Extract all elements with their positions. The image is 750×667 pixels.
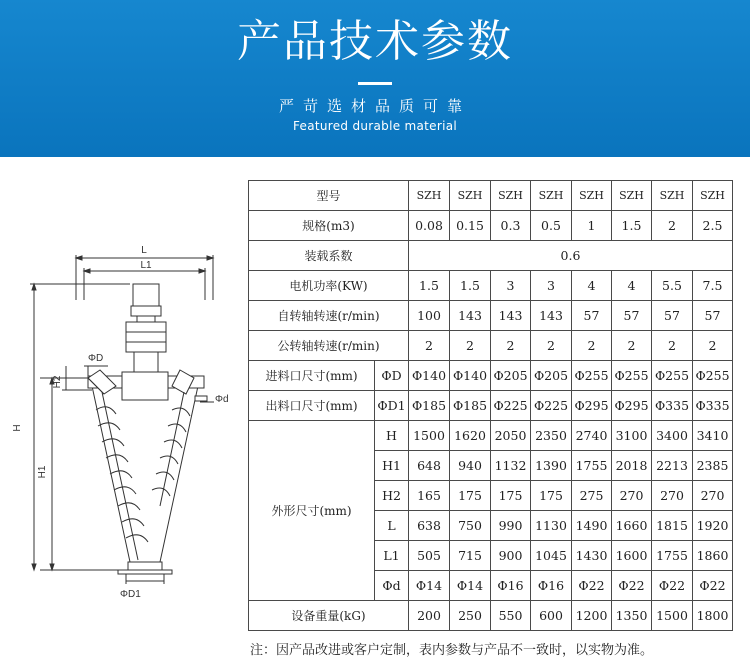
symbol-cell: H [375, 421, 409, 451]
row-label: 公转轴转速(r/min) [249, 331, 409, 361]
dimension-phiD1 [120, 574, 164, 600]
symbol-cell: ΦD [375, 361, 409, 391]
page-subtitle: 严苛选材品质可靠 [278, 97, 471, 115]
row-load-factor [249, 241, 733, 271]
cell: 1.5 [409, 271, 450, 301]
cell: 1660 [612, 511, 652, 541]
cell: Φ22 [693, 571, 733, 601]
cell: 143 [531, 301, 572, 331]
cell: 1390 [531, 451, 572, 481]
cell: SZH [693, 181, 733, 211]
cell: 638 [409, 511, 450, 541]
cell: 57 [693, 301, 733, 331]
symbol-cell: H2 [375, 481, 409, 511]
row-label: 进料口尺寸(mm) [249, 361, 375, 391]
cell: 2 [612, 331, 652, 361]
cell: 505 [409, 541, 450, 571]
cell: 1500 [652, 601, 693, 631]
cell: 2 [652, 331, 693, 361]
cell: 0.5 [531, 211, 572, 241]
cell: 1430 [572, 541, 612, 571]
cell: 2213 [652, 451, 693, 481]
row-revolution-speed [249, 331, 733, 361]
cell: Φ22 [572, 571, 612, 601]
row-motor [249, 271, 733, 301]
row-label: 型号 [249, 181, 409, 211]
cell: 275 [572, 481, 612, 511]
cell: 600 [531, 601, 572, 631]
cell: Φ140 [450, 361, 491, 391]
row-label: 设备重量(kG) [249, 601, 409, 631]
cell: 57 [572, 301, 612, 331]
cell: Φ185 [450, 391, 491, 421]
cell: 5.5 [652, 271, 693, 301]
cell: Φ255 [652, 361, 693, 391]
cell: 940 [450, 451, 491, 481]
cell: 2.5 [693, 211, 733, 241]
cell: 1.5 [612, 211, 652, 241]
cell: SZH [652, 181, 693, 211]
row-inlet [249, 361, 733, 391]
label-H2: H2 [52, 375, 63, 389]
cell: Φ335 [693, 391, 733, 421]
cell: 143 [491, 301, 531, 331]
cell: 2740 [572, 421, 612, 451]
cell: 0.15 [450, 211, 491, 241]
cell: 2350 [531, 421, 572, 451]
title-divider [358, 82, 392, 85]
cell: 900 [491, 541, 531, 571]
cell: 990 [491, 511, 531, 541]
cell: 1600 [612, 541, 652, 571]
mixer-diagram [0, 240, 250, 610]
cell: Φ14 [409, 571, 450, 601]
cell: 1200 [572, 601, 612, 631]
cell: Φ185 [409, 391, 450, 421]
symbol-cell: H1 [375, 451, 409, 481]
symbol-cell: L1 [375, 541, 409, 571]
cell: 2 [652, 211, 693, 241]
spec-table [248, 180, 733, 631]
cell: 1132 [491, 451, 531, 481]
cell: 2 [572, 331, 612, 361]
cell: Φ22 [652, 571, 693, 601]
cell: SZH [572, 181, 612, 211]
row-label: 外形尺寸(mm) [249, 421, 375, 601]
cell: 550 [491, 601, 531, 631]
cell: Φ295 [572, 391, 612, 421]
cell: 100 [409, 301, 450, 331]
row-label: 电机功率(KW) [249, 271, 409, 301]
label-L: L [141, 245, 147, 256]
row-spec [249, 211, 733, 241]
cell: Φ255 [693, 361, 733, 391]
cell: Φ14 [450, 571, 491, 601]
cell: 1800 [693, 601, 733, 631]
cell: 2050 [491, 421, 531, 451]
motor [126, 284, 166, 376]
row-dim-H [249, 421, 733, 451]
cell: 200 [409, 601, 450, 631]
page-subtitle-en: Featured durable material [292, 119, 458, 133]
row-label: 自转轴转速(r/min) [249, 301, 409, 331]
footnote: 注：因产品改进或客户定制，表内参数与产品不一致时，以实物为准。 [250, 643, 654, 658]
cell: 57 [652, 301, 693, 331]
row-model [249, 181, 733, 211]
cell: 4 [612, 271, 652, 301]
cell: 165 [409, 481, 450, 511]
cell: 143 [450, 301, 491, 331]
cell: 1 [572, 211, 612, 241]
cell: 1620 [450, 421, 491, 451]
label-phid: Φd [215, 394, 229, 405]
cell: 1130 [531, 511, 572, 541]
cell: 3100 [612, 421, 652, 451]
cell: 270 [693, 481, 733, 511]
cell: 1815 [652, 511, 693, 541]
cell: 7.5 [693, 271, 733, 301]
cell: Φ255 [572, 361, 612, 391]
cell: 1500 [409, 421, 450, 451]
cone-body [88, 372, 204, 574]
cell: 1860 [693, 541, 733, 571]
cell: SZH [491, 181, 531, 211]
cell: SZH [409, 181, 450, 211]
cell: 1.5 [450, 271, 491, 301]
cell: 1920 [693, 511, 733, 541]
cell: 175 [491, 481, 531, 511]
cell: SZH [450, 181, 491, 211]
cell: Φ255 [612, 361, 652, 391]
cell: 1045 [531, 541, 572, 571]
cell: 2018 [612, 451, 652, 481]
row-weight [249, 601, 733, 631]
label-L1: L1 [140, 260, 152, 271]
cell: 3400 [652, 421, 693, 451]
cell: 2 [531, 331, 572, 361]
label-phiD1: ΦD1 [120, 589, 141, 600]
cell: Φ295 [612, 391, 652, 421]
cell: 2 [450, 331, 491, 361]
cell: 1350 [612, 601, 652, 631]
header-banner [0, 0, 750, 157]
cell: 0.6 [409, 241, 733, 271]
cell: 1490 [572, 511, 612, 541]
cell: 57 [612, 301, 652, 331]
cell: Φ205 [531, 361, 572, 391]
cell: 715 [450, 541, 491, 571]
cell: 3 [531, 271, 572, 301]
label-phiD: ΦD [88, 353, 104, 364]
cell: Φ16 [531, 571, 572, 601]
cell: 2385 [693, 451, 733, 481]
symbol-cell: Φd [375, 571, 409, 601]
cell: 0.3 [491, 211, 531, 241]
cell: 1755 [652, 541, 693, 571]
cell: Φ22 [612, 571, 652, 601]
cell: 250 [450, 601, 491, 631]
cell: SZH [612, 181, 652, 211]
cell: Φ225 [491, 391, 531, 421]
cell: Φ140 [409, 361, 450, 391]
cell: 4 [572, 271, 612, 301]
cell: Φ16 [491, 571, 531, 601]
cell: 2 [491, 331, 531, 361]
cell: 750 [450, 511, 491, 541]
cell: 270 [652, 481, 693, 511]
row-self-speed [249, 301, 733, 331]
cell: 0.08 [409, 211, 450, 241]
cell: 270 [612, 481, 652, 511]
symbol-cell: L [375, 511, 409, 541]
cell: 2 [409, 331, 450, 361]
cell: 175 [531, 481, 572, 511]
row-label: 出料口尺寸(mm) [249, 391, 375, 421]
cell: SZH [531, 181, 572, 211]
label-H: H [12, 424, 23, 432]
row-label: 规格(m3) [249, 211, 409, 241]
page-title: 产品技术参数 [237, 16, 513, 67]
cell: Φ335 [652, 391, 693, 421]
label-H1: H1 [37, 465, 48, 479]
cell: 175 [450, 481, 491, 511]
cell: Φ225 [531, 391, 572, 421]
cell: Φ205 [491, 361, 531, 391]
row-outlet [249, 391, 733, 421]
cell: 648 [409, 451, 450, 481]
cell: 3 [491, 271, 531, 301]
cell: 3410 [693, 421, 733, 451]
symbol-cell: ΦD1 [375, 391, 409, 421]
row-label: 装载系数 [249, 241, 409, 271]
cell: 1755 [572, 451, 612, 481]
cell: 2 [693, 331, 733, 361]
